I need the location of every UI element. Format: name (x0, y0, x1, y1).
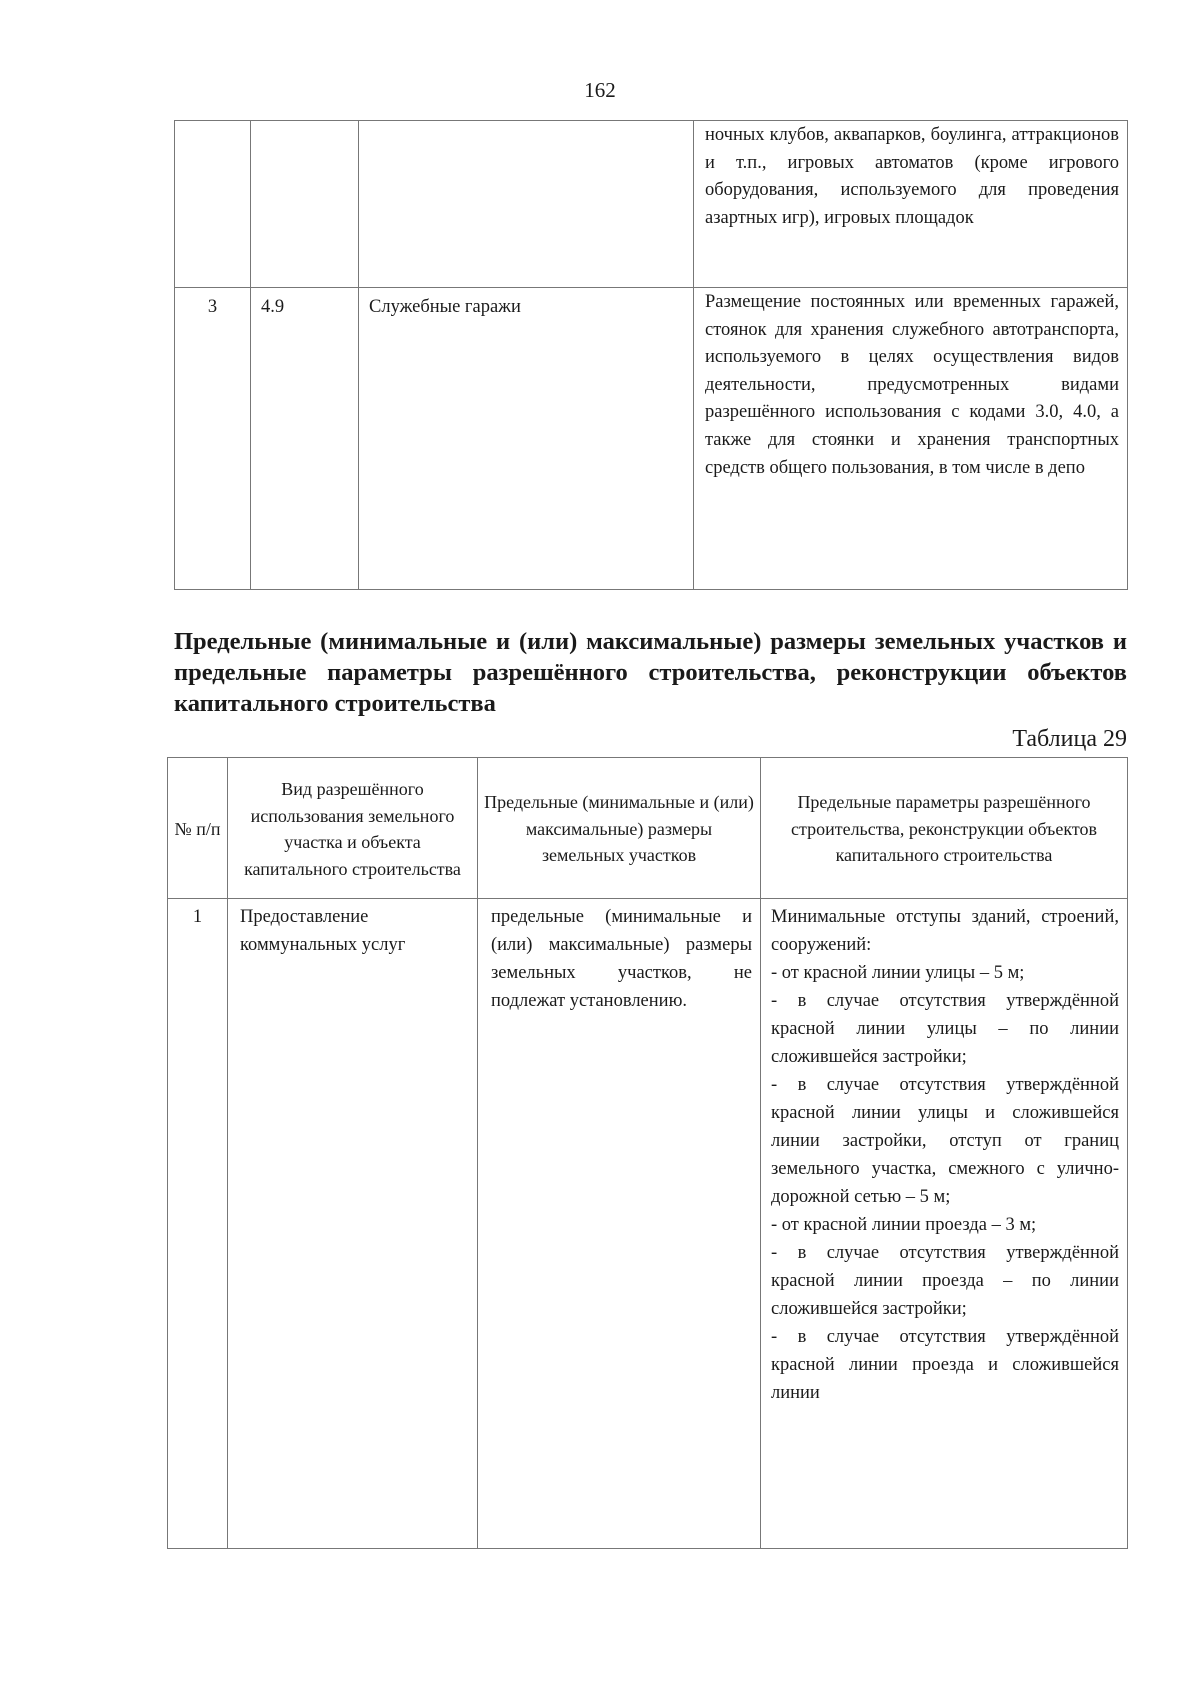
use-kind: Предоставление коммунальных услуг (228, 899, 478, 1549)
section-heading: Предельные (минимальные и (или) максимальные) размеры земельных участков и предельные параметры разрешённого строительства, реконструкции объектов капитального строительства (174, 628, 1127, 717)
use-description: ночных клубов, аквапарков, боулинга, аттракционов и т.п., игровых автоматов (кроме игрового оборудования, используемого для проведения азартных игр), игровых площадок (694, 121, 1128, 288)
use-code (251, 121, 359, 288)
continuation-table (174, 120, 1128, 590)
use-name (359, 121, 694, 288)
table-row (175, 121, 1128, 288)
parameters-table (167, 757, 1128, 1549)
header-use-kind: Вид разрешённого использования земельного участка и объекта капитального строительства (228, 758, 478, 899)
param-line: - в случае отсутствия утверждённой красной линии улицы и сложившейся линии застройки, отступ от границ земельного участка, смежного с улично-дорожной сетью – 5 м; (771, 1075, 1119, 1207)
table-header-row (168, 758, 1128, 899)
header-number: № п/п (168, 758, 228, 899)
use-code: 4.9 (251, 288, 359, 590)
table-row (175, 288, 1128, 590)
param-line: Минимальные отступы зданий, строений, сооружений: (771, 907, 1119, 955)
plot-size: предельные (минимальные и (или) максимальные) размеры земельных участков, не подлежат установлению. (478, 899, 761, 1549)
row-number (175, 121, 251, 288)
param-line: - от красной линии улицы – 5 м; (771, 963, 1025, 983)
table-row (168, 899, 1128, 1549)
param-line: - от красной линии проезда – 3 м; (771, 1215, 1037, 1235)
use-description: Размещение постоянных или временных гаражей, стоянок для хранения служебного автотранспорта, используемого в целях осуществления видов деятельности, предусмотренных видами разрешённого использования с кодами 3.0, 4.0, а также для стоянки и хранения транспортных средств общего пользования, в том числе в депо (694, 288, 1128, 590)
header-plot-size: Предельные (минимальные и (или) максимальные) размеры земельных участков (478, 758, 761, 899)
row-number: 1 (168, 899, 228, 1549)
param-line: - в случае отсутствия утверждённой красной линии улицы – по линии сложившейся застройки; (771, 991, 1119, 1067)
page-number: 162 (584, 78, 616, 102)
param-line: - в случае отсутствия утверждённой красной линии проезда и сложившейся линии (771, 1327, 1119, 1403)
param-line: - в случае отсутствия утверждённой красной линии проезда – по линии сложившейся застройки; (771, 1243, 1119, 1319)
table-label: Таблица 29 (1012, 726, 1127, 752)
use-name: Служебные гаражи (359, 288, 694, 590)
build-params (761, 899, 1128, 1549)
row-number: 3 (175, 288, 251, 590)
header-build-params: Предельные параметры разрешённого строительства, реконструкции объектов капитального строительства (761, 758, 1128, 899)
